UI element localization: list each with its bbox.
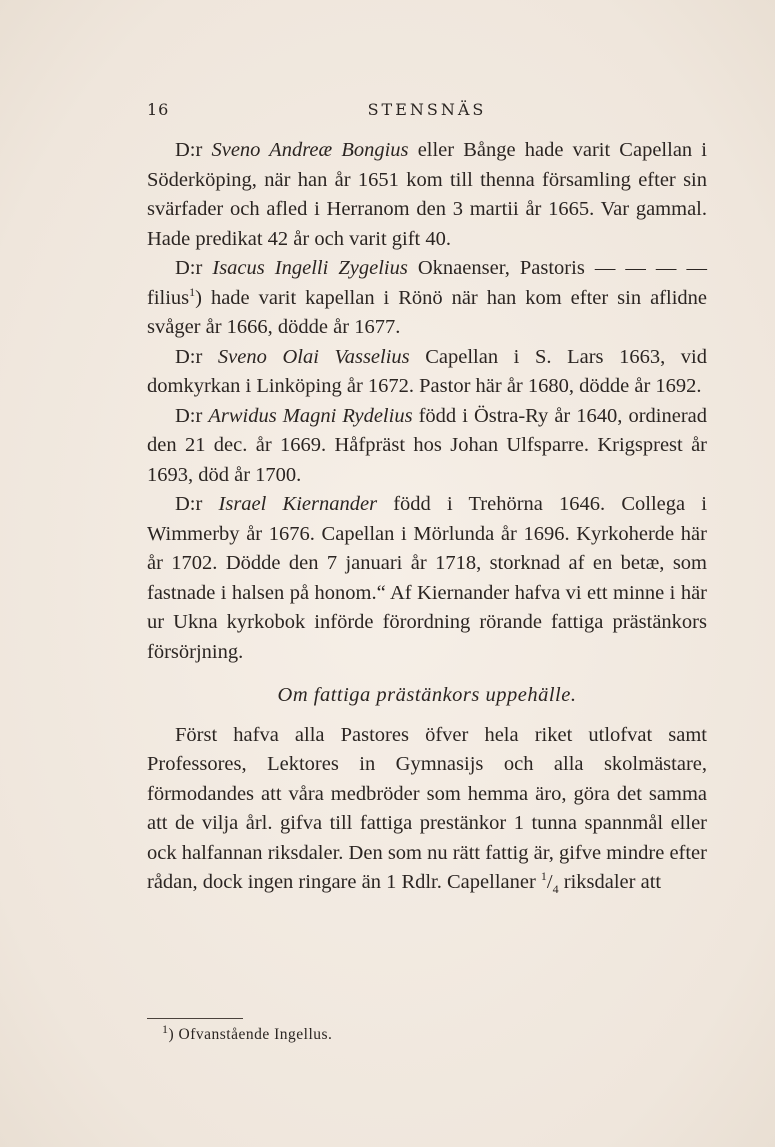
paragraph-text: ) hade varit kapellan i Rönö när han kom efter sin aflidne svåger år 1666, dödde år 1677.	[147, 286, 707, 338]
footnote-text: ) Ofvanstående Ingellus.	[168, 1026, 333, 1043]
paragraph-vasselius	[147, 343, 707, 402]
title-prefix: D:r	[175, 139, 212, 161]
page-header	[147, 100, 707, 124]
paragraph-text: riksdaler att	[558, 871, 662, 893]
paragraph-text: född i Trehörna 1646. Collega i Wimmerby år 1676. Capellan i Mörlunda år 1696. Kyrkoherde här år 1702. Dödde den 7 januari år 1718, storknad af en betæ, som fastnade i halsen på honom.“ Af Kiernander hafva vi ett minne i här ur Ukna kyrkobok införde förordning rörande fattiga prästänkors försörjning.	[147, 493, 708, 663]
paragraph-zygelius	[147, 254, 707, 343]
paragraph-bongius	[147, 136, 707, 254]
person-name: Sveno Olai Vasselius	[217, 345, 410, 368]
footnote-rule	[147, 1018, 243, 1019]
person-name: Sveno Andreæ Bongius	[211, 139, 409, 161]
paragraph-text: född i Östra-Ry år 1640, ordinerad den 21 dec. år 1669. Håfpräst hos Johan Ulfsparre. Krigsprest år 1693, död år 1700.	[147, 404, 707, 486]
fraction-denominator: 4	[552, 882, 559, 897]
paragraph-text: eller Bånge hade varit Capellan i Söderköping, när han år 1651 kom till thenna församling efter sin svärfader och afled i Herranom den 3 martii år 1665. Var gammal. Hade predikat 42 år och varit gift 40.	[147, 139, 707, 250]
paragraph-text: Oknaenser, Pastoris — — — — filius	[147, 257, 707, 309]
person-name: Arwidus Magni Rydelius	[208, 404, 413, 427]
title-prefix: D:r	[175, 493, 219, 515]
body-text	[147, 136, 707, 898]
person-name: Isacus Ingelli Zygelius	[212, 257, 408, 279]
paragraph-text: Capellan i S. Lars 1663, vid domkyrkan i Linköping år 1672. Pastor här år 1680, dödde år 1692.	[147, 345, 707, 397]
title-prefix: D:r	[175, 404, 209, 427]
person-name: Israel Kiernander	[218, 493, 378, 515]
paragraph-kiernander	[147, 490, 707, 667]
running-title: STENSNÄS	[367, 100, 487, 119]
paragraph-text: Först hafva alla Pastores öfver hela riket utlofvat samt Professores, Lektores in Gymnasijs och alla skolmästare, förmodandes att våra medbröder som hemma äro, göra det samma att de vilja årl. gifva till fattiga prestänkor 1 tunna spannmål eller ock halfannan riksdaler. Den som nu rätt fattig är, gifve mindre efter rådan, dock ingen ringare än 1 Rdlr. Capellaner	[147, 723, 707, 893]
title-prefix: D:r	[175, 257, 213, 279]
fraction-numerator: 1	[540, 869, 547, 884]
title-prefix: D:r	[175, 345, 218, 368]
footnote	[162, 1021, 702, 1044]
paragraph-widows: Först hafva alla Pastores öfver hela riket utlofvat samt Professores, Lektores in Gymnasijs och alla skolmästare, förmodandes att våra medbröder som hemma äro, göra det samma att de vilja årl. gifva till fattiga prestänkor 1 tunna spannmål eller ock halfannan riksdaler. Den som nu rätt fattig är, gifve mindre efter rådan, dock ingen ringare än 1 Rdlr. Capellaner $^1/_4$ riksdaler att	[147, 723, 707, 897]
section-heading: Om fattiga prästänkors uppehälle.	[277, 684, 577, 706]
paragraph-rydelius	[147, 402, 707, 491]
footnote-reference: 1	[189, 284, 196, 299]
page-number: 16	[147, 100, 170, 119]
footnote-mark: 1	[162, 1021, 169, 1036]
